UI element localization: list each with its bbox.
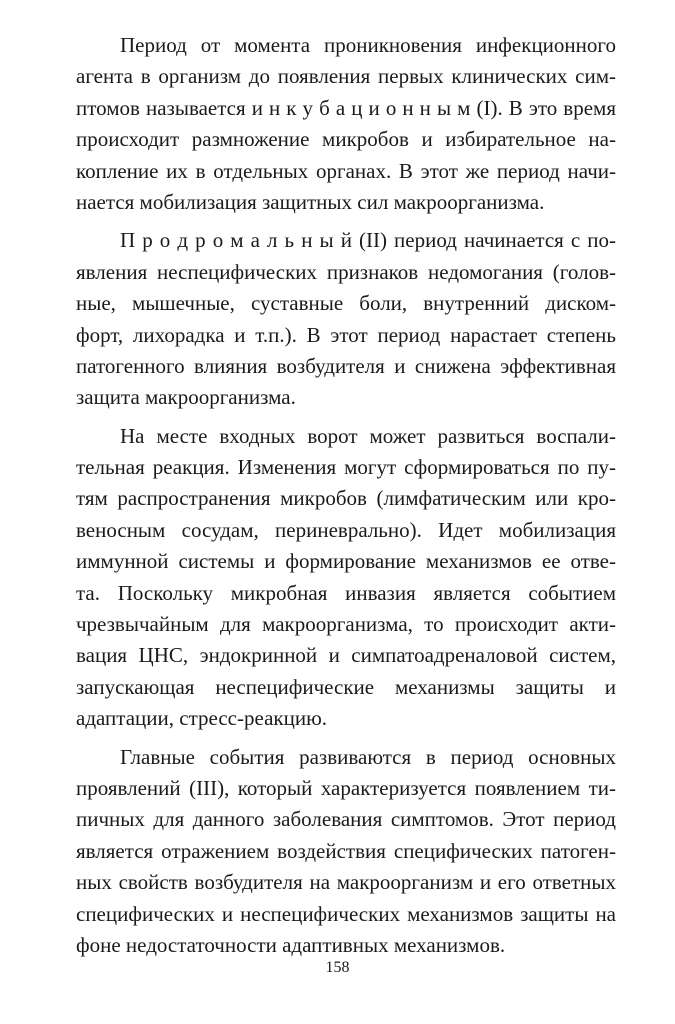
text-line: птомов называется и н к у б а ц и о н н ы м (I). В это время — [76, 95, 616, 120]
text-line: Период от момента проникновения инфекционного — [120, 33, 616, 57]
text-line: Главные события развиваются в период основных — [120, 744, 616, 769]
text-line: нается мобилизация защитных сил макроорганизма. — [76, 189, 545, 214]
text-line: копление их в отдельных органах. В этот же период начи- — [76, 158, 616, 183]
text-line: проявлений (III), который характеризуется появлением ти- — [76, 775, 616, 800]
text-line: защита макроорганизма. — [76, 385, 296, 410]
text-line: чрезвычайным для макроорганизма, то происходит акти- — [76, 612, 616, 637]
text-line: веносным сосудам, периневрально). Идет мобилизация — [76, 517, 616, 542]
text-line: специфических и неспецифических механизмов защиты на — [76, 901, 616, 926]
text-line: На месте входных ворот может развиться воспали- — [120, 423, 616, 448]
text-line: ные, мышечные, суставные боли, внутренний диском- — [76, 291, 616, 316]
text-line: тельная реакция. Изменения могут сформироваться по пу- — [76, 455, 616, 480]
text-line: П р о д р о м а л ь н ы й (II) период начинается с по- — [120, 228, 616, 253]
text-line: форт, лихорадка и т.п.). В этот период нарастает степень — [76, 322, 616, 347]
text-line: происходит размножение микробов и избирательное на- — [76, 127, 616, 152]
text-line: тям распространения микробов (лимфатическим или кро- — [76, 486, 616, 511]
text-line: явления неспецифических признаков недомогания (голов- — [76, 259, 616, 284]
text-line: иммунной системы и формирование механизмов ее отве- — [76, 549, 616, 574]
text-line: фоне недостаточности адаптивных механизмов. — [76, 932, 506, 957]
text-line: запускающая неспецифические механизмы защиты и — [76, 674, 616, 699]
page-number: 158 — [325, 959, 350, 976]
text-line: вация ЦНС, эндокринной и симпатоадреналовой систем, — [76, 643, 616, 668]
page-body — [76, 30, 616, 968]
text-line: пичных для данного заболевания симптомов. Этот период — [76, 807, 616, 832]
paragraph-incubation — [76, 30, 616, 218]
text-line: та. Поскольку микробная инвазия является событием — [76, 580, 616, 605]
paragraph-prodromal — [76, 225, 616, 413]
text-line: патогенного влияния возбудителя и снижена эффективная — [76, 353, 616, 378]
paragraph-entry-gates — [76, 421, 616, 735]
text-line: адаптации, стресс-реакцию. — [76, 706, 328, 731]
text-line: ных свойств возбудителя на макроорганизм и его ответных — [76, 870, 616, 895]
text-line: агента в организм до появления первых клинических сим- — [76, 64, 616, 89]
paragraph-main-events — [76, 742, 616, 962]
text-line: является отражением воздействия специфических патоген- — [76, 838, 616, 863]
